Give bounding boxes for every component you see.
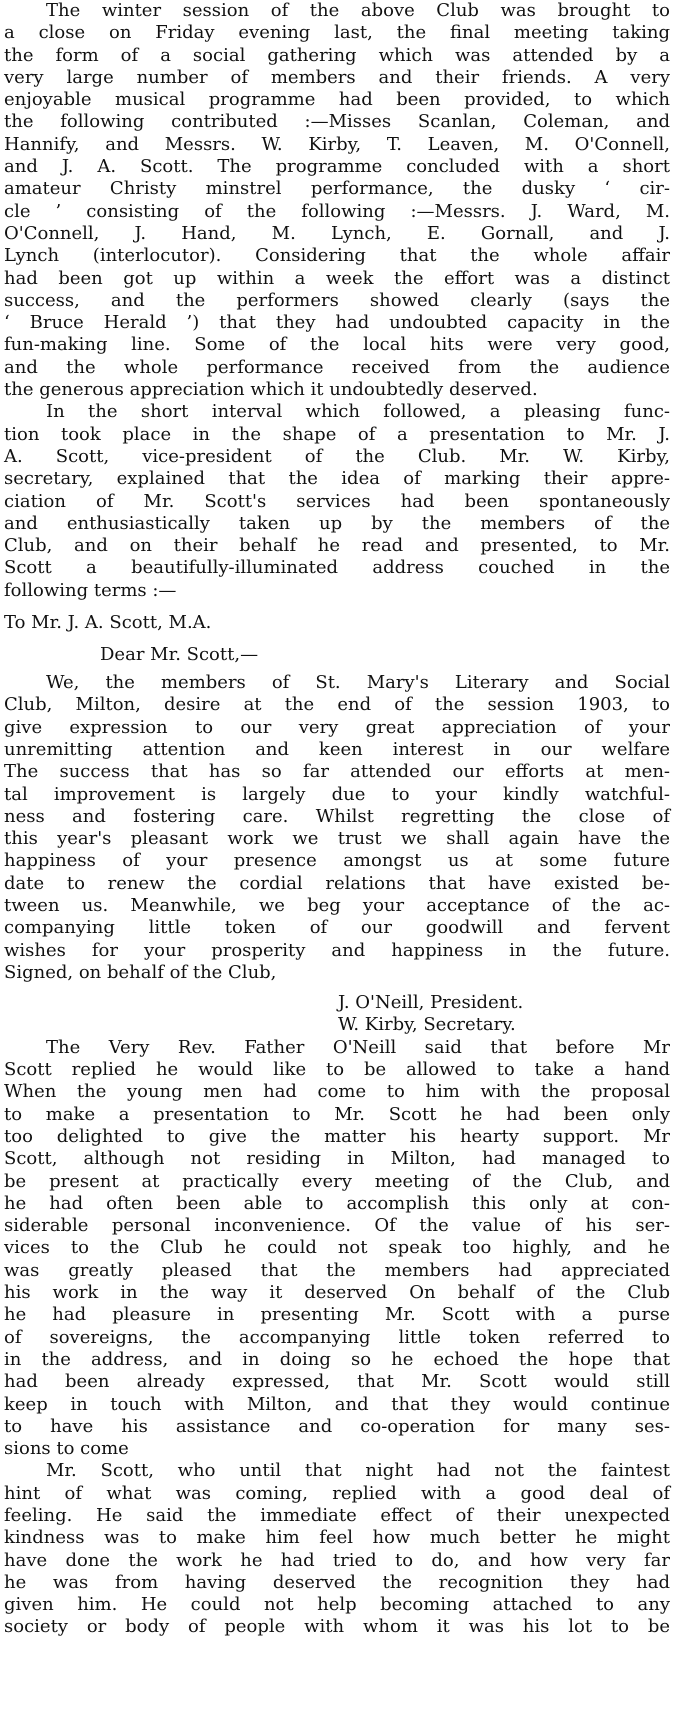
- text-line: this year's pleasant work we trust we shall again have the: [4, 828, 670, 850]
- text-line: cle ’ consisting of the following :—Messrs. J. Ward, M.: [4, 200, 670, 222]
- text-line: keep in touch with Milton, and that they would continue: [4, 1393, 670, 1415]
- text-line: in the address, and in doing so he echoed the hope that: [4, 1348, 670, 1370]
- text-line: ciation of Mr. Scott's services had been spontaneously: [4, 490, 670, 512]
- text-line: enjoyable musical programme had been provided, to which: [4, 89, 670, 111]
- text-line: Hannify, and Messrs. W. Kirby, T. Leaven, M. O'Connell,: [4, 133, 670, 155]
- address-recipient: To Mr. J. A. Scott, M.A.: [4, 612, 212, 634]
- text-line: tween us. Meanwhile, we beg your acceptance of the ac-: [4, 894, 670, 916]
- text-line: he had pleasure in presenting Mr. Scott with a purse: [4, 1304, 670, 1326]
- text-line: very large number of members and their friends. A very: [4, 66, 670, 88]
- text-line: and the whole performance received from the audience: [4, 356, 670, 378]
- text-line: sions to come: [4, 1438, 129, 1460]
- text-line: ness and fostering care. Whilst regretting the close of: [4, 805, 670, 827]
- text-line: When the young men had come to him with the proposal: [4, 1081, 670, 1103]
- text-line: was greatly pleased that the members had appreciated: [4, 1259, 670, 1281]
- text-line: be present at practically every meeting of the Club, and: [4, 1170, 670, 1192]
- text-line: and enthusiastically taken up by the members of the: [4, 512, 670, 534]
- text-line: wishes for your prosperity and happiness in the future.: [4, 939, 670, 961]
- signature-president: J. O'Neill, President.: [338, 992, 524, 1014]
- signature-secretary: W. Kirby, Secretary.: [338, 1014, 516, 1036]
- text-line: unremitting attention and keen interest in our welfare: [4, 738, 670, 760]
- text-line: Lynch (interlocutor). Considering that the whole affair: [4, 245, 670, 267]
- text-line: The success that has so far attended our efforts at men-: [4, 761, 670, 783]
- paragraph-closing-session: [4, 0, 677, 401]
- text-line: date to renew the cordial relations that have existed be-: [4, 872, 670, 894]
- text-line: success, and the performers showed clearly (says the: [4, 289, 670, 311]
- text-line: amateur Christy minstrel performance, the dusky ‘ cir-: [4, 178, 670, 200]
- text-line: give expression to our very great appreciation of your: [4, 716, 670, 738]
- paragraph-father-oneill: [4, 1037, 677, 1461]
- text-line: he was from having deserved the recognition they had: [4, 1571, 670, 1593]
- text-line: his work in the way it deserved On behalf of the Club: [4, 1282, 670, 1304]
- address-body: [4, 672, 677, 984]
- text-line: siderable personal inconvenience. Of the value of his ser-: [4, 1215, 670, 1237]
- text-line: companying little token of our goodwill and fervent: [4, 917, 670, 939]
- paragraph-presentation: [4, 401, 677, 602]
- text-line: ‘ Bruce Herald ’) that they had undoubted capacity in the: [4, 312, 670, 334]
- text-line: Signed, on behalf of the Club,: [4, 961, 277, 983]
- text-line: Club, and on their behalf he read and presented, to Mr.: [4, 535, 670, 557]
- text-line: to make a presentation to Mr. Scott he had been only: [4, 1103, 670, 1125]
- text-line: given him. He could not help becoming attached to any: [4, 1594, 670, 1616]
- text-line: tion took place in the shape of a presentation to Mr. J.: [4, 423, 670, 445]
- text-line: The winter session of the above Club was brought to: [46, 0, 670, 21]
- text-line: the form of a social gathering which was attended by a: [4, 44, 670, 66]
- text-line: hint of what was coming, replied with a good deal of: [4, 1482, 670, 1504]
- text-line: A. Scott, vice-president of the Club. Mr. W. Kirby,: [4, 445, 670, 467]
- text-line: In the short interval which followed, a pleasing func-: [46, 401, 670, 423]
- text-line: to have his assistance and co-operation for many ses-: [4, 1415, 670, 1437]
- text-line: Mr. Scott, who until that night had not the faintest: [46, 1460, 670, 1482]
- text-line: had been already expressed, that Mr. Scott would still: [4, 1371, 670, 1393]
- text-line: had been got up within a week the effort was a distinct: [4, 267, 670, 289]
- text-line: O'Connell, J. Hand, M. Lynch, E. Gornall, and J.: [4, 222, 670, 244]
- text-line: Scott a beautifully-illuminated address couched in the: [4, 557, 670, 579]
- text-line: kindness was to make him feel how much better he might: [4, 1527, 670, 1549]
- signature-block: [4, 992, 677, 1037]
- text-line: Scott replied he would like to be allowed to take a hand: [4, 1059, 670, 1081]
- text-line: have done the work he had tried to do, and how very far: [4, 1549, 670, 1571]
- text-line: tal improvement is largely due to your kindly watchful-: [4, 783, 670, 805]
- text-line: Scott, although not residing in Milton, had managed to: [4, 1148, 670, 1170]
- text-line: a close on Friday evening last, the final meeting taking: [4, 22, 670, 44]
- text-line: society or body of people with whom it was his lot to be: [4, 1616, 670, 1638]
- text-line: he had often been able to accomplish this only at con-: [4, 1192, 670, 1214]
- text-line: following terms :—: [4, 579, 177, 601]
- spacer: [4, 984, 677, 992]
- text-line: fun-making line. Some of the local hits were very good,: [4, 334, 670, 356]
- text-line: of sovereigns, the accompanying little token referred to: [4, 1326, 670, 1348]
- text-line: Club, Milton, desire at the end of the session 1903, to: [4, 694, 670, 716]
- text-line: secretary, explained that the idea of marking their appre-: [4, 468, 670, 490]
- text-line: too delighted to give the matter his hearty support. Mr: [4, 1125, 670, 1147]
- text-line: We, the members of St. Mary's Literary and Social: [46, 672, 670, 694]
- text-line: happiness of your presence amongst us at some future: [4, 850, 670, 872]
- text-line: and J. A. Scott. The programme concluded with a short: [4, 156, 670, 178]
- text-line: feeling. He said the immediate effect of their unexpected: [4, 1505, 670, 1526]
- text-line: the following contributed :—Misses Scanlan, Coleman, and: [4, 111, 670, 133]
- paragraph-mr-scott-reply: [4, 1460, 677, 1638]
- text-line: The Very Rev. Father O'Neill said that before Mr: [46, 1036, 670, 1058]
- address-salutation: Dear Mr. Scott,—: [100, 644, 259, 666]
- text-line: the generous appreciation which it undoubtedly deserved.: [4, 379, 538, 401]
- text-line: vices to the Club he could not speak too highly, and he: [4, 1237, 670, 1259]
